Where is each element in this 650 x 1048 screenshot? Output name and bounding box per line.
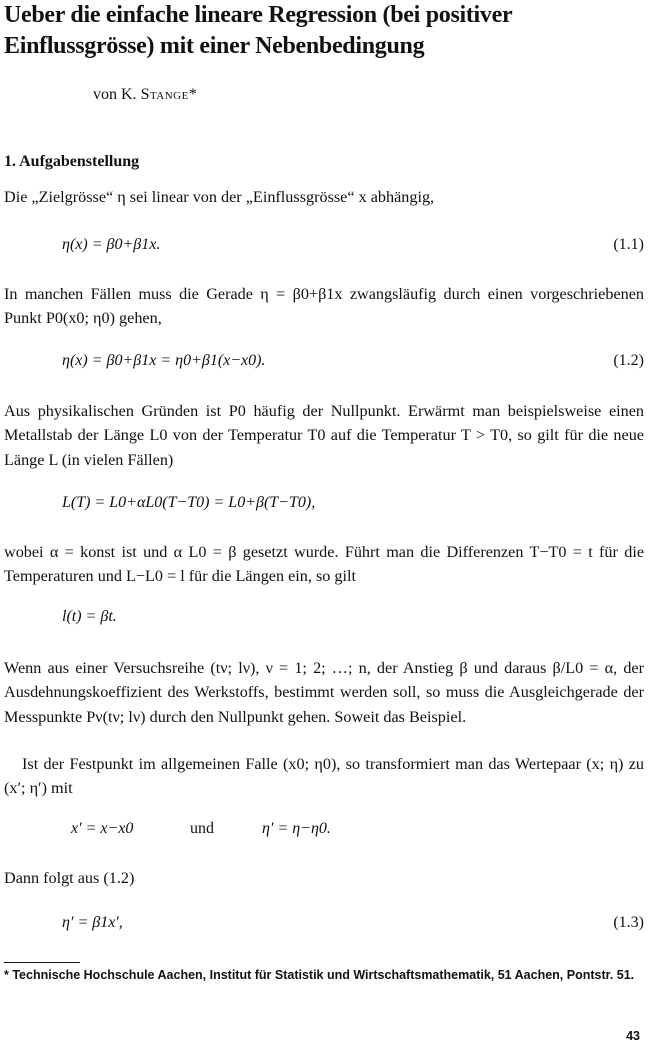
author-line	[93, 86, 197, 104]
paragraph-7: Dann folgt aus (1.2)	[4, 869, 135, 887]
paragraph-4: wobei α = konst ist und α L0 = β gesetzt wurde. Führt man die Differenzen T−T0 = t für die Temperaturen und L−L0 = l für die Längen ein, so gilt	[4, 543, 644, 586]
paper-title: Ueber die einfache lineare Regression (bei positiver Einflussgrösse) mit einer Nebenbedingung	[4, 2, 512, 59]
equation-length-temperature-body: L(T) = L0+αL0(T−T0) = L0+β(T−T0),	[62, 494, 316, 511]
paragraph-5: Wenn aus einer Versuchsreihe (tν; lν), ν = 1; 2; …; n, der Anstieg β und daraus β/L0 = α, der Ausdehnungskoeffizient des Werkstoffs, bestimmt werden soll, so muss die Ausgleichgerade der Messpunkte Pν(tν; lν) durch den Nullpunkt gehen. Soweit das Beispiel.	[4, 659, 644, 726]
equation-1-3-number: (1.3)	[613, 914, 644, 931]
equation-1-2-number: (1.2)	[613, 352, 644, 369]
author-name: Stange	[140, 86, 189, 103]
equation-1-1-body: η(x) = β0+β1x.	[62, 236, 161, 253]
author-prefix: von K.	[93, 86, 141, 103]
equation-transform-eta-body: η′ = η−η0.	[262, 820, 331, 837]
section-heading	[4, 153, 139, 171]
footnote-rule	[4, 962, 80, 963]
paragraph-2: In manchen Fällen muss die Gerade η = β0+β1x zwangsläufig durch einen vorgeschriebenen Punkt P0(x0; η0) gehen,	[4, 285, 644, 328]
paragraph-6: Ist der Festpunkt im allgemeinen Falle (x0; η0), so transformiert man das Wertepaar (x; η) zu (x′; η′) mit	[4, 755, 644, 798]
section-title: Aufgabenstellung	[19, 153, 140, 170]
equation-l-t-body: l(t) = βt.	[62, 608, 117, 625]
equation-l-t	[62, 608, 117, 626]
equation-1-3-body: η′ = β1x′,	[62, 914, 123, 931]
equation-1-1	[62, 236, 160, 254]
page-number: 43	[626, 1029, 640, 1043]
equation-1-2-body: η(x) = β0+β1x = η0+β1(x−x0).	[62, 352, 266, 369]
section-number: 1.	[4, 153, 16, 170]
paragraph-3: Aus physikalischen Gründen ist P0 häufig der Nullpunkt. Erwärmt man beispielsweise einen Metallstab der Länge L0 von der Temperatur T0 auf die Temperatur T > T0, so gilt für die neue Länge L (in vielen Fällen)	[4, 402, 644, 469]
footnote: * Technische Hochschule Aachen, Institut für Statistik und Wirtschaftsmathematik, 51 Aachen, Pontstr. 51.	[4, 968, 635, 982]
equation-transform-x-body: x′ = x−x0	[71, 820, 134, 837]
author-footnote-mark: *	[188, 86, 197, 103]
equation-1-2	[62, 352, 265, 370]
equation-1-1-number: (1.1)	[613, 236, 644, 253]
equation-transform-x	[71, 820, 133, 838]
equation-und: und	[190, 820, 214, 837]
paragraph-1: Die „Zielgrösse“ η sei linear von der „Einflussgrösse“ x abhängig,	[4, 188, 435, 206]
equation-transform-eta	[262, 820, 331, 838]
equation-1-3	[62, 914, 123, 932]
equation-length-temperature	[62, 494, 315, 512]
